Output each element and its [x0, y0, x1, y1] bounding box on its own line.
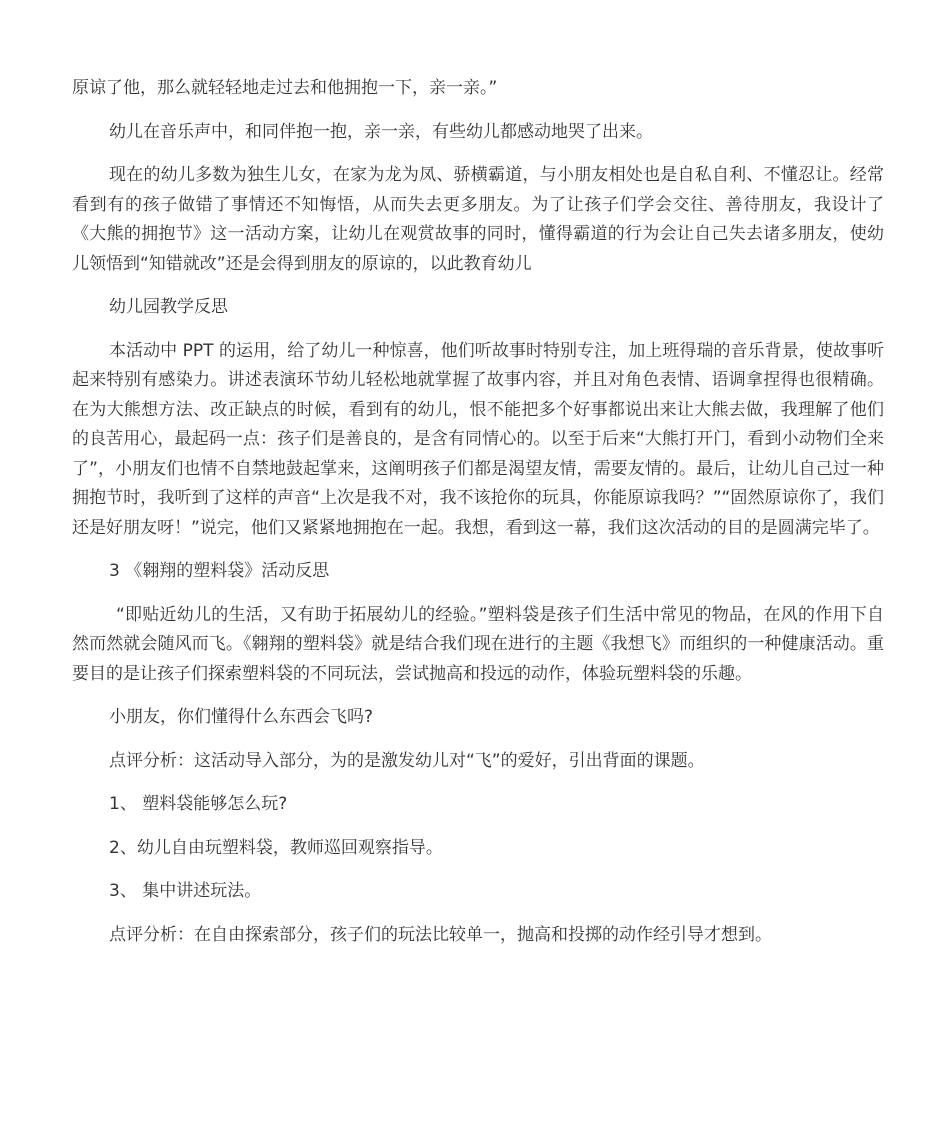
paragraph-comment-1: 点评分析：这活动导入部分，为的是激发幼儿对“飞”的爱好，引出背面的课题。: [109, 750, 705, 771]
paragraph-gap: [72, 104, 884, 118]
paragraph-gap: [72, 733, 884, 747]
paragraph-design-rationale: 现在的幼儿多数为独生儿女，在家为龙为凤、骄横霸道，与小朋友相处也是自私自利、不懂忍让。经常看到有的孩子做错了事情还不知悔悟，从而失去更多朋友。为了让孩子们学会交往、善待朋友，我设计了《大熊的拥抱节》这一活动方案，让幼儿在观赏故事的同时，懂得霸道的行为会让自己失去诸多朋友，使幼儿领悟到“知错就改”还是会得到朋友的原谅的，以此教育幼儿: [72, 165, 884, 274]
paragraph-question: 小朋友，你们懂得什么东西会飞吗?: [109, 707, 374, 727]
list-item-1: 1、 塑料袋能够怎么玩?: [109, 794, 288, 814]
paragraph-gap: [72, 323, 884, 337]
paragraph-gap: [72, 907, 884, 921]
paragraph-gap: [72, 863, 884, 877]
list-item-3: 3、 集中讲述玩法。: [109, 881, 262, 901]
paragraph-continuation: 原谅了他，那么就轻轻地走过去和他拥抱一下，亲一亲。”: [72, 78, 498, 98]
paragraph-gap: [72, 689, 884, 703]
paragraph-gap: [72, 820, 884, 834]
paragraph-children-hug: 幼儿在音乐声中，和同伴抱一抱，亲一亲，有些幼儿都感动地哭了出来。: [109, 121, 653, 142]
list-item-2: 2、幼儿自由玩塑料袋，教师巡回观察指导。: [109, 837, 443, 858]
paragraph-gap: [72, 587, 884, 601]
paragraph-gap: [72, 543, 884, 557]
paragraph-gap: [72, 279, 884, 293]
paragraph-reflection-body: 本活动中 PPT 的运用，给了幼儿一种惊喜，他们听故事时特别专注，加上班得瑞的音乐背景，使故事听起来特别有感染力。讲述表演环节幼儿轻松地就掌握了故事内容，并且对角色表情、语调拿捏得也很精确。在为大熊想方法、改正缺点的时候，看到有的幼儿，恨不能把多个好事都说出来让大熊去做，我理解了他们的良苦用心，最起码一点：孩子们是善良的，是含有同情心的。以至于后来“大熊打开门，看到小动物们全来了”，小朋友们也情不自禁地鼓起掌来，这阐明孩子们都是渴望友情，需要友情的。最后，让幼儿自己过一种拥抱节时，我听到了这样的声音“上次是我不对，我不该抢你的玩具，你能原谅我吗？”“固然原谅你了，我们还是好朋友呀！”说完，他们又紧紧地拥抱在一起。我想，看到这一幕，我们这次活动的目的是圆满完毕了。: [72, 340, 884, 538]
paragraph-comment-2: 点评分析：在自由探索部分，孩子们的玩法比较单一，抛高和投掷的动作经引导才想到。: [109, 924, 772, 945]
paragraph-plastic-bag-intro: “即贴近幼儿的生活，又有助于拓展幼儿的经验。”塑料袋是孩子们生活中常见的物品，在风的作用下自然而然就会随风而飞。《翱翔的塑料袋》就是结合我们现在进行的主题《我想飞》而组织的一种健康活动。重要目的是让孩子们探索塑料袋的不同玩法，尝试抛高和投远的动作，体验玩塑料袋的乐趣。: [72, 604, 884, 684]
section-heading-reflection: 幼儿园教学反思: [109, 297, 228, 317]
section-heading-plastic-bag: 3 《翱翔的塑料袋》活动反思: [109, 561, 330, 581]
paragraph-gap: [72, 776, 884, 790]
paragraph-gap: [72, 147, 884, 161]
document-body: [72, 74, 884, 950]
